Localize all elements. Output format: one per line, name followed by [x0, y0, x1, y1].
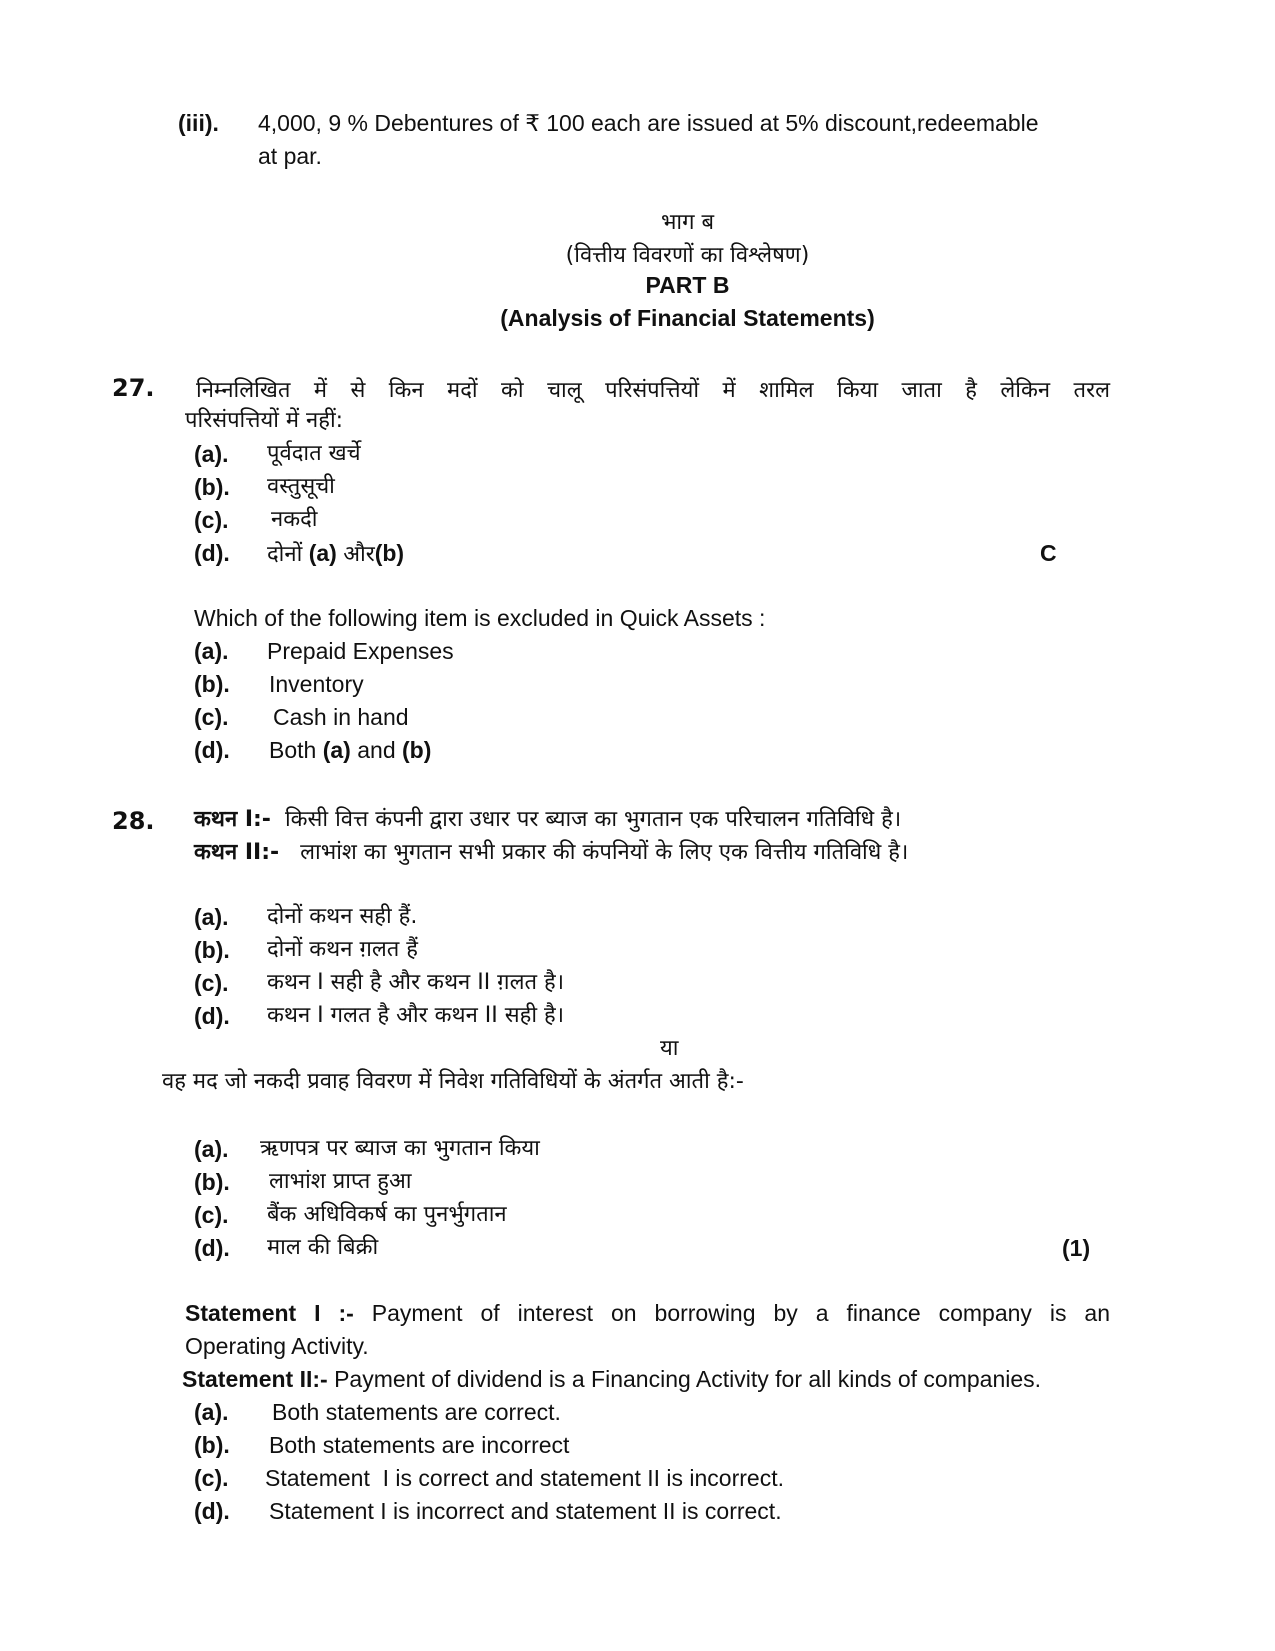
- q27-en-opt-a-label: (a).: [194, 638, 229, 664]
- q28-hi-opt-b-label: (b).: [194, 937, 230, 963]
- q27-hi-opt-a-label: (a).: [194, 441, 229, 467]
- q27-hi-opt-d-text: [267, 540, 404, 567]
- q27-hindi-line1: निम्नलिखित में से किन मदों को चालू परिसंपत्तियों में शामिल किया जाता है लेकिन तरल: [196, 378, 1110, 403]
- q27-english-question: Which of the following item is excluded in Quick Assets :: [194, 605, 766, 631]
- q27-en-opt-d-a: (a): [322, 737, 351, 763]
- part-b-english: PART B: [645, 272, 730, 298]
- q27-en-opt-a-text: Prepaid Expenses: [267, 638, 454, 664]
- q28-alt-opt-d-text: माल की बिक्री: [267, 1235, 379, 1260]
- q28-hi-opt-c-text: कथन I सही है और कथन II ग़लत है।: [267, 970, 565, 995]
- q28-en-stmt1-text: Payment of interest on borrowing by a finance company is an: [371, 1300, 1110, 1326]
- q27-hi-opt-d-b: (b): [374, 540, 405, 566]
- q27-hi-opt-d-a: (a): [308, 540, 337, 566]
- q28-en-stmt1-label: Statement I :-: [185, 1300, 354, 1326]
- q27-hi-opt-c-text: नकदी: [271, 507, 318, 532]
- q28-number: 28.: [112, 807, 155, 835]
- q27-hi-opt-d-mid: और: [343, 542, 375, 567]
- q27-hi-opt-c-label: (c).: [194, 507, 229, 533]
- item-iii-line2: at par.: [258, 143, 322, 169]
- q27-hi-opt-b-label: (b).: [194, 474, 230, 500]
- q27-hi-opt-b-text: वस्तुसूची: [267, 474, 335, 499]
- q28-en-opt-a-label: (a).: [194, 1399, 229, 1425]
- q27-en-opt-d-word: Both: [269, 737, 317, 763]
- q27-hi-opt-d-label: (d).: [194, 540, 230, 566]
- q28-stmt1-text: किसी वित्त कंपनी द्वारा उधार पर ब्याज का भुगतान एक परिचालन गतिविधि है।: [284, 807, 902, 832]
- q28-hi-opt-d-text: कथन I गलत है और कथन II सही है।: [267, 1003, 565, 1028]
- q28-en-stmt1-line1: [185, 1300, 1110, 1327]
- q27-hi-opt-d-word: दोनों: [267, 542, 303, 567]
- part-b-hindi-title: (वित्तीय विवरणों का विश्लेषण): [565, 243, 810, 268]
- q28-alt-opt-c-text: बैंक अधिविकर्ष का पुनर्भुगतान: [267, 1202, 507, 1227]
- q28-alt-opt-b-label: (b).: [194, 1169, 230, 1195]
- q27-en-opt-b-text: Inventory: [269, 671, 364, 697]
- q28-en-opt-d-text: Statement I is incorrect and statement II is correct.: [269, 1498, 782, 1524]
- item-iii-line1: 4,000, 9 % Debentures of ₹ 100 each are issued at 5% discount,redeemable: [258, 110, 1039, 136]
- q28-en-stmt2-text: Payment of dividend is a Financing Activity for all kinds of companies.: [334, 1366, 1042, 1392]
- q28-stmt2-label: कथन II:-: [194, 840, 280, 865]
- q28-stmt2: [194, 840, 908, 865]
- q28-hi-opt-d-label: (d).: [194, 1003, 230, 1029]
- q27-en-opt-d-mid: and: [357, 737, 396, 763]
- item-iii-label: (iii).: [178, 110, 219, 136]
- q28-en-stmt2: [182, 1366, 1041, 1392]
- q27-en-opt-b-label: (b).: [194, 671, 230, 697]
- q28-stmt1: [194, 807, 901, 832]
- q28-alt-opt-a-text: ऋणपत्र पर ब्याज का भुगतान किया: [260, 1136, 540, 1161]
- q28-en-opt-c-text: Statement I is correct and statement II is incorrect.: [265, 1465, 784, 1491]
- q27-en-opt-d-text: [269, 737, 431, 763]
- q28-marks: (1): [1062, 1235, 1091, 1261]
- q27-hi-opt-a-text: पूर्वदात खर्चे: [267, 441, 361, 466]
- q28-en-opt-b-label: (b).: [194, 1432, 230, 1458]
- q28-stmt1-label: कथन I:-: [194, 807, 271, 832]
- part-b-hindi: भाग ब: [660, 210, 715, 235]
- q27-en-opt-d-b: (b): [402, 737, 432, 763]
- q28-stmt2-text: लाभांश का भुगतान सभी प्रकार की कंपनियों के लिए एक वित्तीय गतिविधि है।: [300, 840, 909, 865]
- q27-answer: C: [1040, 540, 1057, 566]
- q27-hindi-line2: परिसंपत्तियों में नहीं:: [185, 408, 344, 433]
- q28-alt-opt-c-label: (c).: [194, 1202, 229, 1228]
- q28-en-opt-b-text: Both statements are incorrect: [269, 1432, 570, 1458]
- q28-hi-opt-b-text: दोनों कथन ग़लत हैं: [267, 937, 418, 962]
- q28-alt-opt-b-text: लाभांश प्राप्त हुआ: [269, 1169, 412, 1194]
- q28-alt-question: वह मद जो नकदी प्रवाह विवरण में निवेश गतिविधियों के अंतर्गत आती है:-: [162, 1069, 744, 1094]
- q28-alt-opt-a-label: (a).: [194, 1136, 229, 1162]
- q28-en-opt-a-text: Both statements are correct.: [272, 1399, 561, 1425]
- part-b-english-title: (Analysis of Financial Statements): [500, 305, 875, 331]
- q27-en-opt-d-label: (d).: [194, 737, 230, 763]
- q27-en-opt-c-text: Cash in hand: [273, 704, 409, 730]
- q28-alt-opt-d-label: (d).: [194, 1235, 230, 1261]
- q27-number: 27.: [112, 374, 155, 402]
- q28-hi-opt-a-label: (a).: [194, 904, 229, 930]
- q28-en-opt-c-label: (c).: [194, 1465, 229, 1491]
- q28-en-opt-d-label: (d).: [194, 1498, 230, 1524]
- q28-hi-opt-c-label: (c).: [194, 970, 229, 996]
- q27-en-opt-c-label: (c).: [194, 704, 229, 730]
- q28-hi-opt-a-text: दोनों कथन सही हैं.: [267, 904, 418, 929]
- q28-en-stmt2-label: Statement II:-: [182, 1366, 328, 1392]
- q28-or-separator: या: [660, 1036, 679, 1061]
- q28-en-stmt1-line2: Operating Activity.: [185, 1333, 369, 1359]
